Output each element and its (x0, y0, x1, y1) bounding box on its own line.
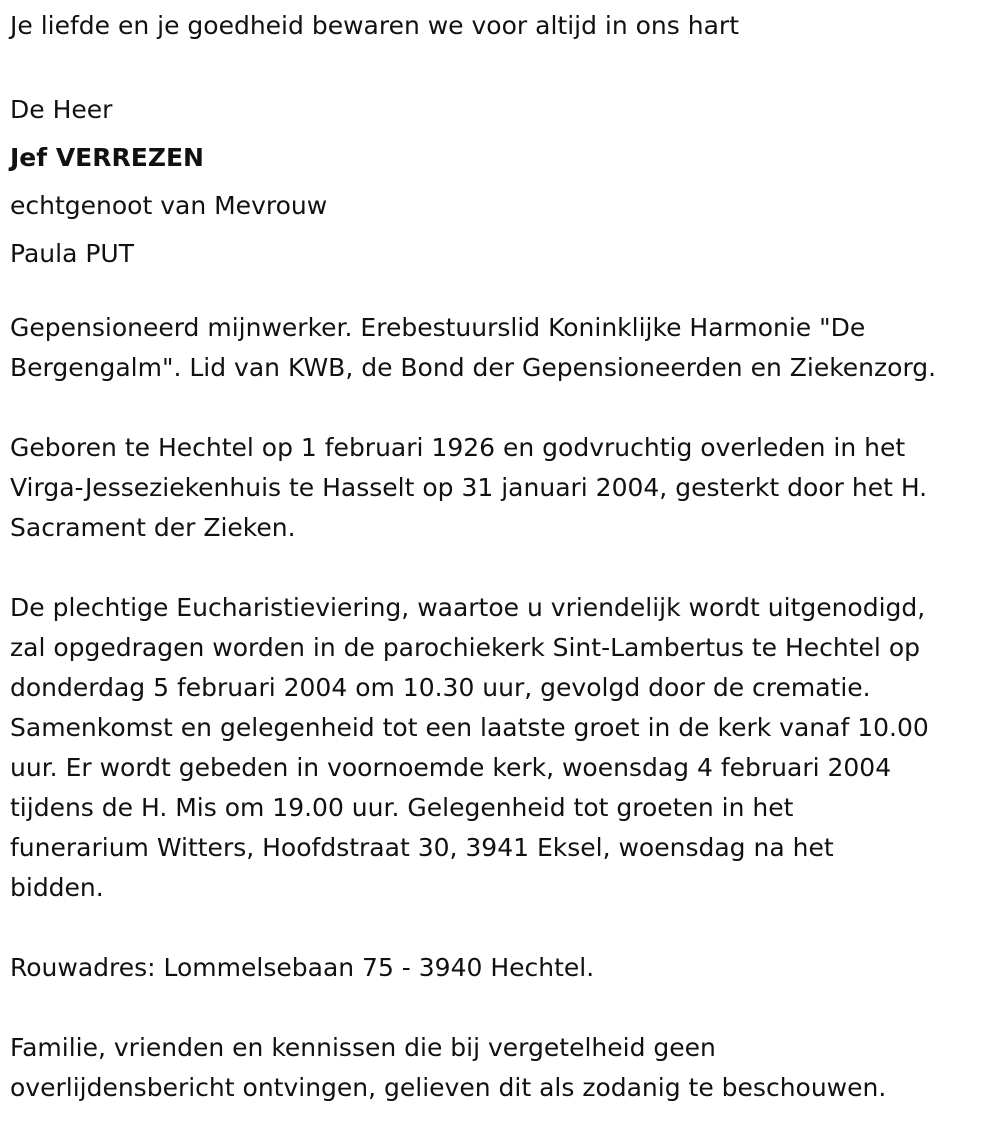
service-paragraph (10, 588, 990, 908)
spacer (10, 988, 990, 1028)
birth-death-line: Virga-Jesseziekenhuis te Hasselt op 31 januari 2004, gesterkt door het H. (10, 473, 928, 502)
closing-line: Familie, vrienden en kennissen die bij vergetelheid geen (10, 1033, 716, 1062)
spacer (10, 908, 990, 948)
bio-line: Bergengalm". Lid van KWB, de Bond der Gepensioneerden en Ziekenzorg. (10, 353, 937, 382)
deceased-title: De Heer (10, 95, 113, 124)
service-line: zal opgedragen worden in de parochiekerk Sint-Lambertus te Hechtel op (10, 633, 920, 662)
service-line: bidden. (10, 873, 104, 902)
address-paragraph (10, 948, 990, 988)
deceased-relation: echtgenoot van Mevrouw (10, 191, 328, 220)
service-line: tijdens de H. Mis om 19.00 uur. Gelegenheid tot groeten in het (10, 793, 794, 822)
birth-death-line: Geboren te Hechtel op 1 februari 1926 en godvruchtig overleden in het (10, 433, 906, 462)
spacer (10, 388, 990, 428)
spacer (10, 548, 990, 588)
spouse-name: Paula PUT (10, 239, 134, 268)
deceased-name: Jef VERREZEN (10, 143, 204, 172)
closing-paragraph (10, 1028, 990, 1108)
deceased-block (10, 86, 990, 278)
motto-text: Je liefde en je goedheid bewaren we voor altijd in ons hart (10, 11, 739, 40)
service-line: Samenkomst en gelegenheid tot een laatste groet in de kerk vanaf 10.00 (10, 713, 929, 742)
birth-death-paragraph (10, 428, 990, 548)
service-line: funerarium Witters, Hoofdstraat 30, 3941 Eksel, woensdag na het (10, 833, 834, 862)
motto (10, 6, 990, 46)
bio-line: Gepensioneerd mijnwerker. Erebestuurslid Koninklijke Harmonie "De (10, 313, 866, 342)
mourning-address: Rouwadres: Lommelsebaan 75 - 3940 Hechtel. (10, 953, 595, 982)
closing-line: overlijdensbericht ontvingen, gelieven dit als zodanig te beschouwen. (10, 1073, 887, 1102)
spacer (10, 278, 990, 308)
spacer (10, 46, 990, 86)
service-line: donderdag 5 februari 2004 om 10.30 uur, gevolgd door de crematie. (10, 673, 871, 702)
service-line: De plechtige Eucharistieviering, waartoe u vriendelijk wordt uitgenodigd, (10, 593, 926, 622)
bio-paragraph (10, 308, 990, 388)
service-line: uur. Er wordt gebeden in voornoemde kerk, woensdag 4 februari 2004 (10, 753, 892, 782)
birth-death-line: Sacrament der Zieken. (10, 513, 296, 542)
